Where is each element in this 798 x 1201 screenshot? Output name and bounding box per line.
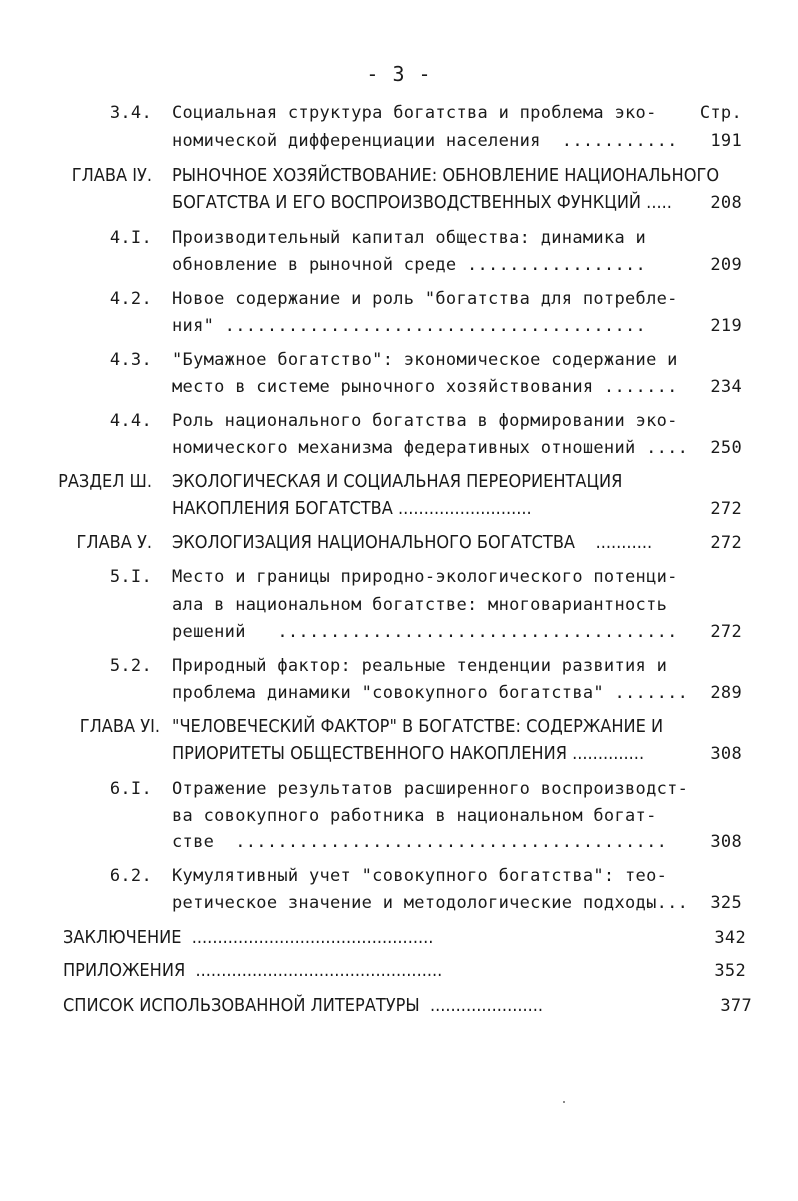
toc-entry-page: 208: [710, 193, 742, 213]
toc-entry-text: БОГАТСТВА И ЕГО ВОСПРОИЗВОДСТВЕННЫХ ФУНКЦИЙ .....: [172, 192, 672, 213]
toc-entry-label: 3.4.: [109, 103, 152, 123]
toc-entry-label: 4.I.: [109, 228, 152, 248]
toc-entry-text: ретическое значение и методологические подходы...: [172, 893, 689, 913]
toc-entry-label: 4.4.: [109, 411, 152, 431]
toc-entry-text: РЫНОЧНОЕ ХОЗЯЙСТВОВАНИЕ: ОБНОВЛЕНИЕ НАЦИОНАЛЬНОГО: [172, 165, 720, 186]
toc-entry-page: 272: [710, 499, 742, 519]
toc-entry-text: ПРИОРИТЕТЫ ОБЩЕСТВЕННОГО НАКОПЛЕНИЯ ..............: [172, 743, 645, 764]
toc-entry-text: СПИСОК ИСПОЛЬЗОВАННОЙ ЛИТЕРАТУРЫ ......................: [63, 995, 544, 1016]
toc-entry-text: обновление в рыночной среде .................: [172, 255, 647, 275]
toc-entry-page: 308: [710, 744, 742, 764]
toc-entry-text: Природный фактор: реальные тенденции развития и: [172, 656, 668, 676]
toc-entry-text: Отражение результатов расширенного воспроизводст-: [172, 779, 689, 799]
toc-entry-text: ва совокупного работника в национальном богат-: [172, 806, 657, 826]
toc-entry-page: 272: [710, 533, 742, 553]
toc-entry-text: Роль национального богатства в формировании эко-: [172, 411, 678, 431]
toc-entry-text: Социальная структура богатства и проблема эко-: [172, 103, 657, 123]
toc-entry-text: место в системе рыночного хозяйствования .......: [172, 377, 678, 397]
scan-speck: [563, 1101, 565, 1103]
toc-entry-label: 5.2.: [109, 656, 152, 676]
toc-entry-text: ЭКОЛОГИЧЕСКАЯ И СОЦИАЛЬНАЯ ПЕРЕОРИЕНТАЦИЯ: [172, 471, 623, 492]
toc-entry-text: ПРИЛОЖЕНИЯ ................................................: [63, 960, 443, 981]
toc-entry-label: ГЛАВА У.: [76, 532, 152, 553]
toc-entry-text: решений ......................................: [172, 622, 678, 642]
toc-entry-text: НАКОПЛЕНИЯ БОГАТСТВА ..........................: [172, 498, 532, 519]
toc-entry-page: 289: [710, 683, 742, 703]
toc-entry-text: номической дифференциации населения ...........: [172, 131, 678, 151]
toc-entry-text: ния" ........................................: [172, 316, 647, 336]
toc-entry-text: "ЧЕЛОВЕЧЕСКИЙ ФАКТОР" В БОГАТСТВЕ: СОДЕРЖАНИЕ И: [172, 716, 664, 737]
toc-entry-text: ала в национальном богатстве: многовариантность: [172, 595, 668, 615]
toc-entry-label: 5.I.: [109, 567, 152, 587]
toc-entry-text: Место и границы природно-экологического потенци-: [172, 567, 678, 587]
toc-entry-page: 377: [720, 996, 752, 1016]
toc-entry-label: 4.2.: [109, 289, 152, 309]
page-number: - 3 -: [366, 62, 432, 86]
toc-entry-label: 6.I.: [109, 779, 152, 799]
toc-entry-text: "Бумажное богатство": экономическое содержание и: [172, 350, 678, 370]
toc-entry-page: 191: [710, 131, 742, 151]
toc-entry-page: 209: [710, 255, 742, 275]
toc-entry-text: Кумулятивный учет "совокупного богатства": тео-: [172, 866, 668, 886]
toc-entry-page: 234: [710, 377, 742, 397]
toc-entry-label: 6.2.: [109, 866, 152, 886]
toc-entry-label: ГЛАВА УI.: [79, 716, 160, 737]
toc-entry-page: 352: [714, 961, 746, 981]
toc-entry-page: 308: [710, 832, 742, 852]
toc-entry-label: ГЛАВА IУ.: [71, 165, 152, 186]
page-column-header: Стр.: [699, 103, 742, 123]
toc-entry-page: 250: [710, 438, 742, 458]
toc-entry-text: номического механизма федеративных отношений ....: [172, 438, 689, 458]
toc-entry-text: ЭКОЛОГИЗАЦИЯ НАЦИОНАЛЬНОГО БОГАТСТВА ...........: [172, 532, 653, 553]
toc-entry-text: Производительный капитал общества: динамика и: [172, 228, 647, 248]
toc-entry-label: 4.3.: [109, 350, 152, 370]
toc-entry-page: 272: [710, 622, 742, 642]
toc-entry-page: 325: [710, 893, 742, 913]
toc-entry-text: Новое содержание и роль "богатства для потребле-: [172, 289, 678, 309]
toc-entry-text: ЗАКЛЮЧЕНИЕ ...............................................: [63, 927, 434, 948]
toc-entry-text: проблема динамики "совокупного богатства" .......: [172, 683, 689, 703]
toc-entry-page: 342: [714, 928, 746, 948]
toc-entry-page: 219: [710, 316, 742, 336]
toc-entry-text: стве .........................................: [172, 832, 668, 852]
toc-entry-label: РАЗДЕЛ Ш.: [58, 471, 152, 492]
